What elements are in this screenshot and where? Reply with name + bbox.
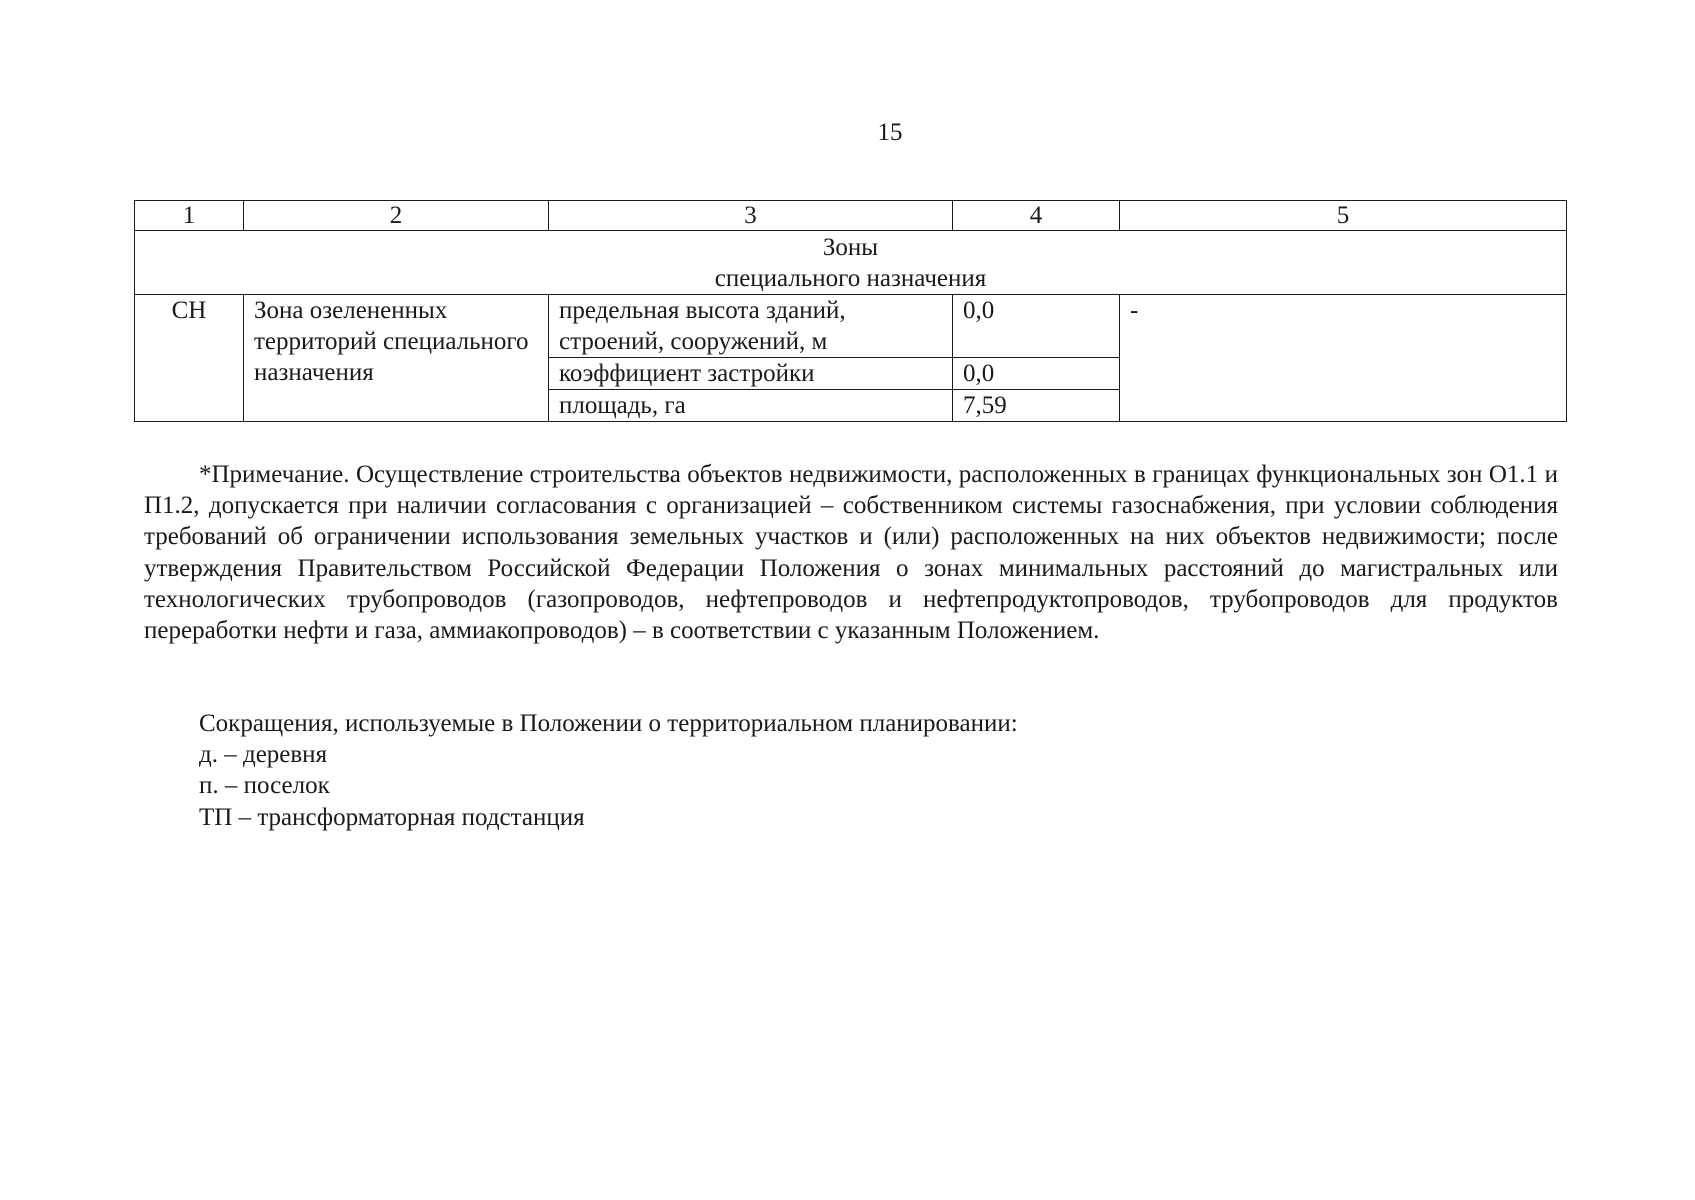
abbreviation-item: ТП – трансформаторная подстанция	[199, 803, 585, 831]
note-block	[144, 459, 1558, 646]
param-name: предельная высота зданий, строений, сооружений, м	[549, 295, 953, 358]
column-number: 3	[549, 201, 953, 231]
abbreviation-item: п. – поселок	[199, 772, 330, 800]
param-name: коэффициент застройки	[549, 358, 953, 390]
abbreviations-block	[199, 708, 1559, 833]
column-number: 5	[1120, 201, 1567, 231]
column-number-row	[135, 201, 1567, 231]
abbreviations-title: Сокращения, используемые в Положении о территориальном планировании:	[199, 710, 1018, 737]
section-title-line1: Зоны	[822, 234, 879, 261]
page-number: 15	[877, 119, 903, 146]
note-text: *Примечание. Осуществление строительства объектов недвижимости, расположенных в границах функциональных зон О1.1 и П1.2, допускается при наличии согласования с организацией – собственником системы газоснабжения, при условии соблюдения требований об ограничении использования земельных участков и (или) расположенных на них объектов недвижимости; после утверждения Правительством Российской Федерации Положения о зонах минимальных расстояний до магистральных или технологических трубопроводов (газопроводов, нефтепроводов и нефтепродуктопроводов, трубопроводов для продуктов переработки нефти и газа, аммиакопроводов) – в соответствии с указанным Положением.	[144, 461, 1558, 645]
param-value: 0,0	[953, 295, 1120, 358]
zone-extra: -	[1120, 295, 1567, 422]
param-value: 7,59	[953, 390, 1120, 422]
param-name: площадь, га	[549, 390, 953, 422]
section-header	[135, 231, 1567, 295]
zones-table	[134, 200, 1567, 422]
column-number: 2	[244, 201, 549, 231]
param-value: 0,0	[953, 358, 1120, 390]
column-number: 1	[135, 201, 244, 231]
section-title-line2: специального назначения	[714, 265, 987, 292]
zone-name: Зона озелененных территорий специального назначения	[244, 295, 549, 422]
table-row	[135, 295, 1567, 358]
column-number: 4	[953, 201, 1120, 231]
abbreviation-item: д. – деревня	[199, 741, 328, 769]
zone-code: СН	[135, 295, 244, 422]
section-header-row	[135, 231, 1567, 295]
